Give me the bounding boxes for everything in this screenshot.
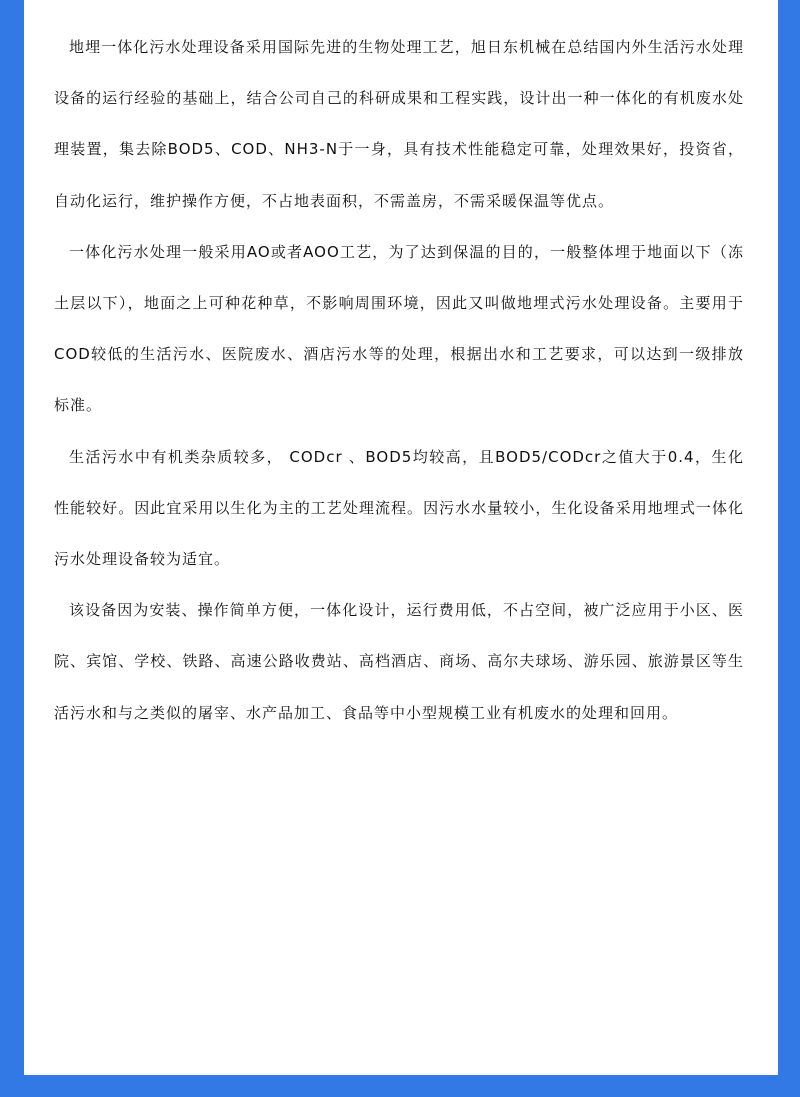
article-body <box>54 22 744 739</box>
paragraph-3: 生活污水中有机类杂质较多， CODcr 、BOD5均较高，且BOD5/CODcr之值大于0.4，生化性能较好。因此宜采用以生化为主的工艺处理流程。因污水水量较小，生化设备采用地埋式一体化污水处理设备较为适宜。 <box>54 447 744 569</box>
paragraph-1: 地埋一体化污水处理设备采用国际先进的生物处理工艺，旭日东机械在总结国内外生活污水处理设备的运行经验的基础上，结合公司自己的科研成果和工程实践，设计出一种一体化的有机废水处理装置，集去除BOD5、COD、NH3-N于一身，具有技术性能稳定可靠，处理效果好，投资省，自动化运行，维护操作方便，不占地表面积，不需盖房，不需采暖保温等优点。 <box>54 38 744 210</box>
document-page <box>24 0 778 1075</box>
paragraph-2: 一体化污水处理一般采用AO或者AOO工艺，为了达到保温的目的，一般整体埋于地面以下（冻土层以下），地面之上可种花种草，不影响周围环境，因此又叫做地埋式污水处理设备。主要用于COD较低的生活污水、医院废水、酒店污水等的处理，根据出水和工艺要求，可以达到一级排放标准。 <box>54 242 744 415</box>
paragraph-4: 该设备因为安装、操作简单方便，一体化设计，运行费用低，不占空间，被广泛应用于小区、医院、宾馆、学校、铁路、高速公路收费站、高档酒店、商场、高尔夫球场、游乐园、旅游景区等生活污水和与之类似的屠宰、水产品加工、食品等中小型规模工业有机废水的处理和回用。 <box>54 601 744 722</box>
